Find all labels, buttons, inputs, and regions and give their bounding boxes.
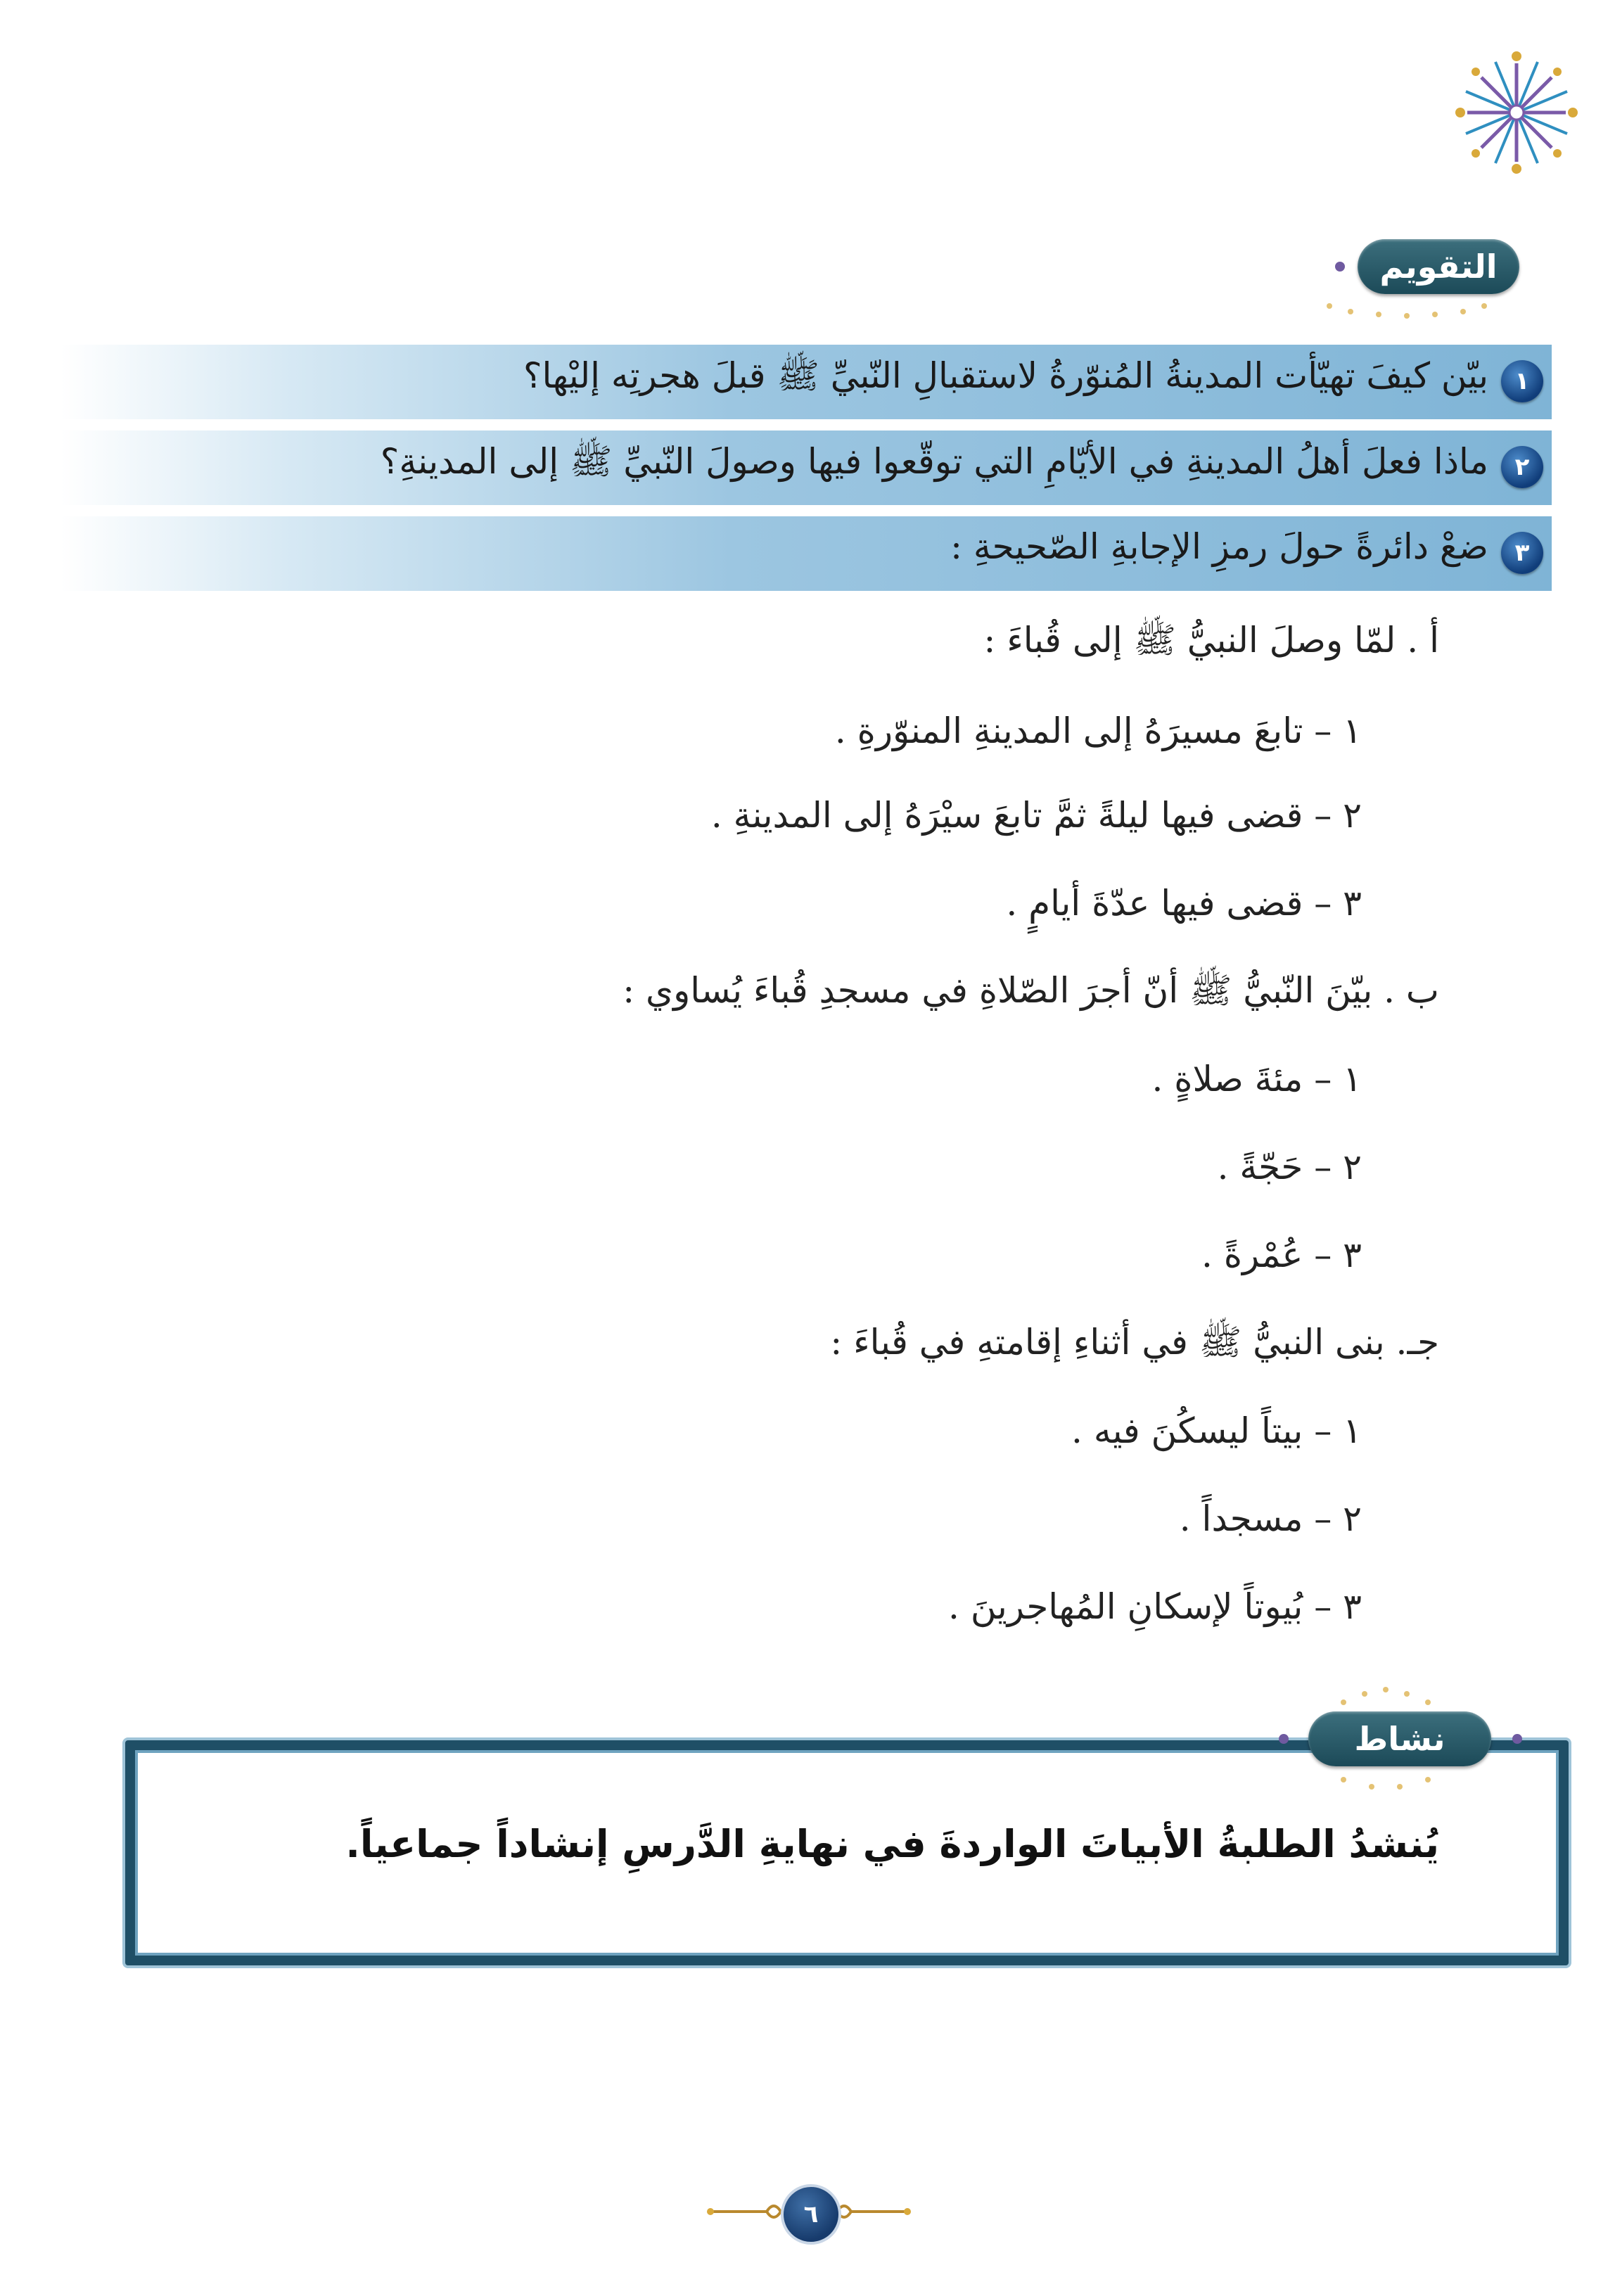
question-text: ضعْ دائرةً حولَ رمزِ الإجابةِ الصّحيحةِ :	[950, 526, 1488, 567]
answer-option: ١ – مئةَ صلاةٍ .	[1151, 1059, 1362, 1099]
question-text: ماذا فعلَ أهلُ المدينةِ في الأيّامِ التي توقّعوا فيها وصولَ النّبيِّ ﷺ إلى المدينةِ؟	[380, 441, 1488, 482]
question-number-badge: ٢	[1501, 446, 1543, 488]
page-number: ٦	[781, 2184, 841, 2245]
evaluation-heading: التقويم	[1358, 239, 1519, 294]
heading-dot	[1335, 262, 1345, 272]
question-text: بيّن كيفَ تهيّأت المدينةُ المُنوّرةُ لاستقبالِ النّبيِّ ﷺ قبلَ هجرتِه إليْها؟	[523, 355, 1488, 396]
answer-option: ٢ – مسجداً .	[1179, 1498, 1362, 1539]
activity-heading: نشاط	[1308, 1711, 1491, 1766]
question-band	[60, 345, 1552, 419]
question-band	[60, 516, 1552, 591]
activity-dot	[1512, 1734, 1522, 1744]
activity-instruction: يُنشدُ الطلبةُ الأبياتَ الواردةَ في نهايةِ الدَّرسِ إنشاداً جماعياً.	[345, 1822, 1439, 1866]
answer-option: ١ – تابعَ مسيرَهُ إلى المدينةِ المنوّرةِ .	[834, 710, 1362, 751]
answer-option: ٣ – بُيوتاً لإسكانِ المُهاجرينَ .	[948, 1586, 1362, 1627]
activity-dot	[1279, 1734, 1289, 1744]
question-band	[60, 431, 1552, 505]
answer-option: ٣ – عُمْرةً .	[1201, 1235, 1362, 1275]
answer-option: ٢ – حَجّةً .	[1217, 1147, 1362, 1187]
answer-option: ٣ – قضى فيها عدّةَ أيامٍ .	[1006, 883, 1362, 924]
answer-option: ٢ – قضى فيها ليلةً ثمَّ تابعَ سيْرَهُ إلى المدينةِ .	[710, 795, 1362, 836]
sub-question-stem: أ . لمّا وصلَ النبيُّ ﷺ إلى قُباءَ :	[983, 620, 1439, 661]
corner-ornament-icon	[1453, 49, 1580, 176]
question-number-badge: ٣	[1501, 532, 1543, 574]
sub-question-stem: جـ. بنى النبيُّ ﷺ في أثناءِ إقامتهِ في قُباءَ :	[830, 1322, 1439, 1363]
answer-option: ١ – بيتاً ليسكُنَ فيه .	[1071, 1410, 1362, 1451]
question-number-badge: ١	[1501, 360, 1543, 402]
sub-question-stem: ب . بيّنَ النّبيُّ ﷺ أنّ أجرَ الصّلاةِ في مسجدِ قُباءَ يُساوي :	[623, 970, 1439, 1011]
